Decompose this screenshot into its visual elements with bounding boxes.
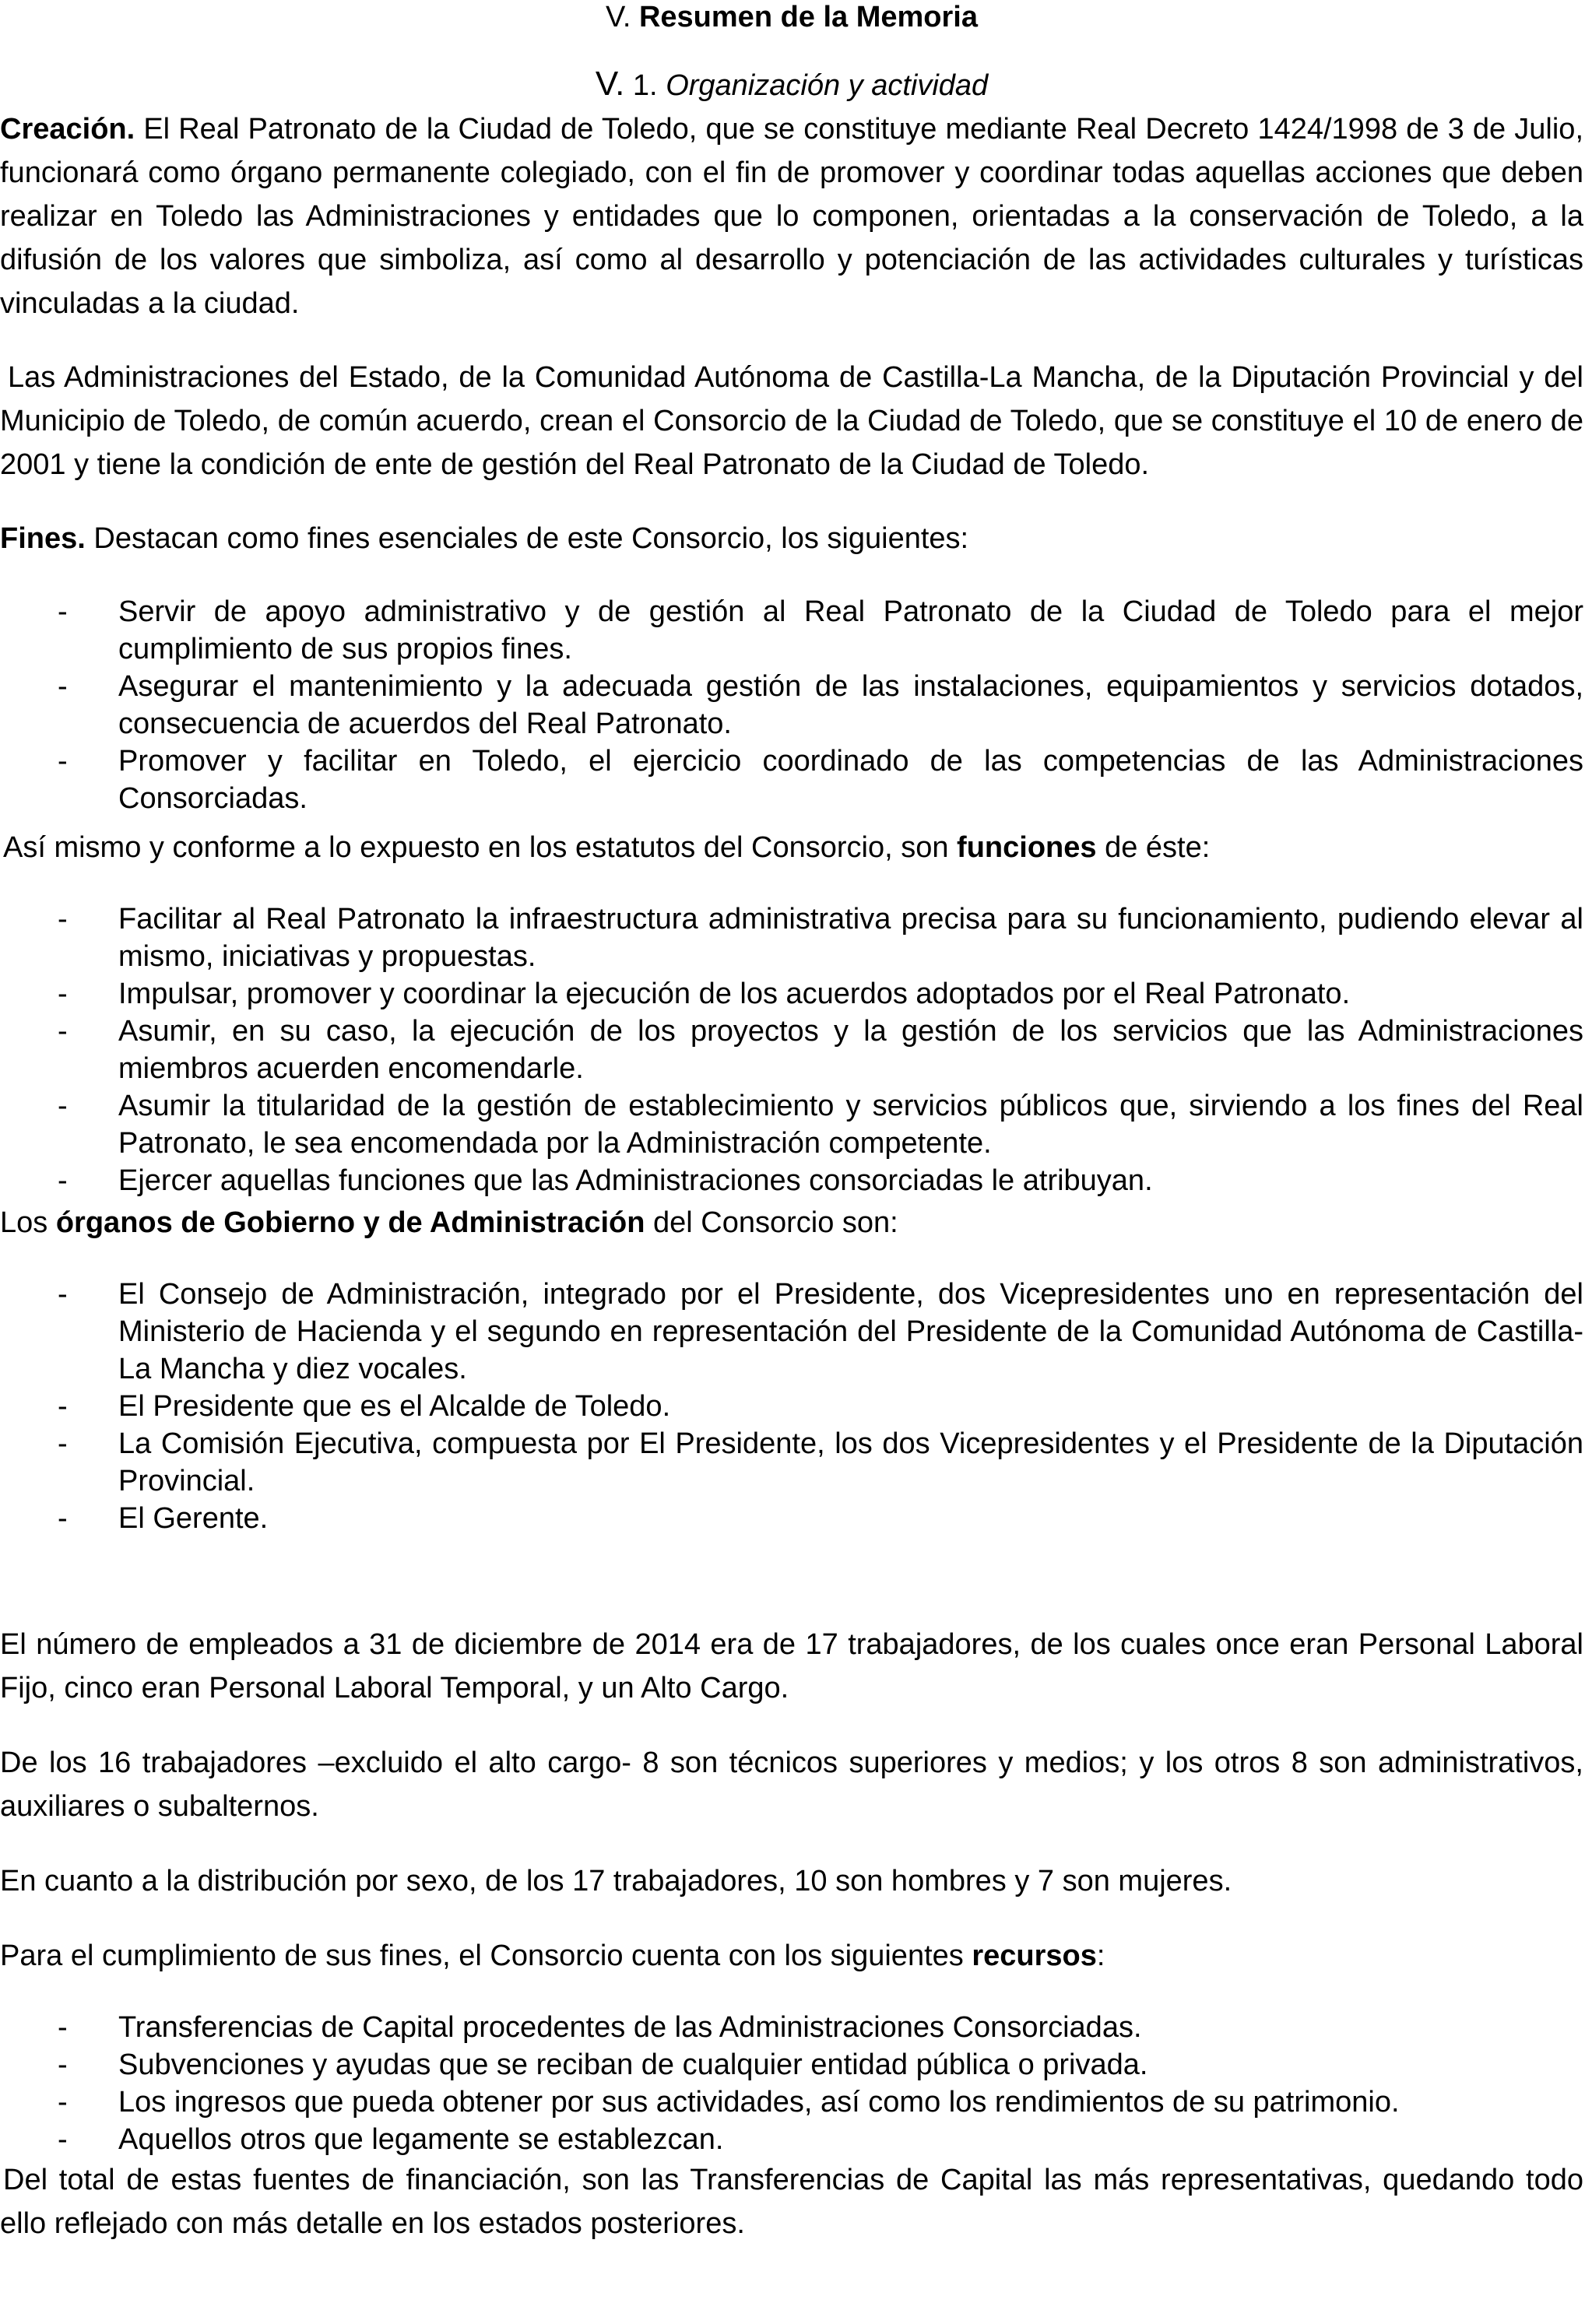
sexo-paragraph: En cuanto a la distribución por sexo, de los 17 trabajadores, 10 son hombres y 7 son mujeres. <box>0 1865 1232 1897</box>
organos-item-text: El Consejo de Administración, integrado por el Presidente, dos Vicepresidentes uno en representación del Ministerio de Hacienda y el segundo en representación del Presidente de la Comunidad Autónoma de Castilla-La Mancha y diez vocales. <box>118 1278 1583 1385</box>
dash-bullet: - <box>58 1015 68 1048</box>
dash-bullet: - <box>58 2123 68 2156</box>
dash-bullet: - <box>58 745 68 778</box>
dash-bullet: - <box>58 1390 68 1423</box>
fines-paragraph <box>0 517 1583 560</box>
organos-after: del Consorcio son: <box>653 1206 898 1239</box>
recursos-item-text: Aquellos otros que legamente se establezcan. <box>118 2123 724 2156</box>
creacion-paragraph <box>0 107 1583 325</box>
list-item <box>0 1087 1583 1162</box>
organos-item-text: La Comisión Ejecutiva, compuesta por El Presidente, los dos Vicepresidentes y el Presidente de la Diputación Provincial. <box>118 1427 1583 1497</box>
creacion-label: Creación. <box>0 113 135 146</box>
list-item <box>0 1388 1583 1425</box>
subsection-roman: V. <box>595 65 625 103</box>
creacion-text: El Real Patronato de la Ciudad de Toledo, que se constituye mediante Real Decreto 1424/1998 de 3 de Julio, funcionará como órgano permanente colegiado, con el fin de promover y coordinar todas aquellas acciones que deben realizar en Toledo las Administraciones y entidades que lo componen, orientadas a la conservación de Toledo, a la difusión de los valores que simboliza, así como al desarrollo y potenciación de las actividades culturales y turísticas vinculadas a la ciudad. <box>0 113 1583 320</box>
recursos-item-text: Subvenciones y ayudas que se reciban de cualquier entidad pública o privada. <box>118 2048 1148 2081</box>
fines-list <box>0 593 1583 817</box>
dash-bullet: - <box>58 2086 68 2119</box>
list-item <box>0 2009 1583 2046</box>
funciones-list <box>0 900 1583 1199</box>
dash-bullet: - <box>58 595 68 628</box>
fines-text: Destacan como fines esenciales de este Consorcio, los siguientes: <box>93 522 969 555</box>
list-item <box>0 2084 1583 2121</box>
list-item <box>0 668 1583 742</box>
list-item <box>0 1425 1583 1500</box>
organos-bold: órganos de Gobierno y de Administración <box>55 1206 645 1239</box>
recursos-bold: recursos <box>972 1940 1097 1972</box>
section-number: V. <box>605 1 631 33</box>
subsection-number: 1. <box>632 69 658 102</box>
fines-item-text: Servir de apoyo administrativo y de gestión al Real Patronato de la Ciudad de Toledo para el mejor cumplimiento de sus propios fines. <box>118 595 1583 665</box>
dash-bullet: - <box>58 1502 68 1535</box>
funciones-item-text: Asumir la titularidad de la gestión de establecimiento y servicios públicos que, sirviendo a los fines del Real Patronato, le sea encomendada por la Administración competente. <box>118 1090 1583 1160</box>
consorcio-paragraph: Las Administraciones del Estado, de la Comunidad Autónoma de Castilla-La Mancha, de la Diputación Provincial y del Municipio de Toledo, de común acuerdo, crean el Consorcio de la Ciudad de Toledo, que se constituye el 10 de enero de 2001 y tiene la condición de ente de gestión del Real Patronato de la Ciudad de Toledo. <box>0 361 1583 481</box>
recursos-before: Para el cumplimiento de sus fines, el Consorcio cuenta con los siguientes <box>0 1940 964 1972</box>
funciones-paragraph <box>0 826 1583 869</box>
empleados-paragraph: El número de empleados a 31 de diciembre de 2014 era de 17 trabajadores, de los cuales once eran Personal Laboral Fijo, cinco eran Personal Laboral Temporal, y un Alto Cargo. <box>0 1628 1583 1704</box>
list-item <box>0 742 1583 817</box>
subsection-title: Organización y actividad <box>666 69 989 102</box>
funciones-before: Así mismo y conforme a lo expuesto en los estatutos del Consorcio, son <box>3 831 949 864</box>
list-item <box>0 1276 1583 1388</box>
funciones-item-text: Asumir, en su caso, la ejecución de los proyectos y la gestión de los servicios que las Administraciones miembros acuerden encomendarle. <box>118 1015 1583 1085</box>
funciones-item-text: Ejercer aquellas funciones que las Administraciones consorciadas le atribuyan. <box>118 1164 1153 1197</box>
fines-item-text: Asegurar el mantenimiento y la adecuada gestión de las instalaciones, equipamientos y servicios dotados, consecuencia de acuerdos del Real Patronato. <box>118 670 1583 740</box>
recursos-after: : <box>1096 1940 1105 1972</box>
recursos-item-text: Transferencias de Capital procedentes de las Administraciones Consorciadas. <box>118 2011 1142 2044</box>
dash-bullet: - <box>58 903 68 936</box>
organos-item-text: El Gerente. <box>118 1502 269 1535</box>
dash-bullet: - <box>58 978 68 1010</box>
organos-before: Los <box>0 1206 48 1239</box>
trabajadores-paragraph: De los 16 trabajadores –excluido el alto cargo- 8 son técnicos superiores y medios; y los otros 8 son administrativos, auxiliares o subalternos. <box>0 1747 1583 1823</box>
dash-bullet: - <box>58 2011 68 2044</box>
list-item <box>0 975 1583 1013</box>
fines-item-text: Promover y facilitar en Toledo, el ejercicio coordinado de las competencias de las Administraciones Consorciadas. <box>118 745 1583 815</box>
organos-paragraph <box>0 1201 1583 1244</box>
funciones-item-text: Impulsar, promover y coordinar la ejecución de los acuerdos adoptados por el Real Patronato. <box>118 978 1351 1010</box>
list-item <box>0 2121 1583 2158</box>
section-heading <box>0 0 1583 34</box>
fines-label: Fines. <box>0 522 86 555</box>
list-item <box>0 593 1583 668</box>
list-item <box>0 1500 1583 1537</box>
list-item <box>0 1013 1583 1087</box>
funciones-after: de éste: <box>1105 831 1211 864</box>
funciones-item-text: Facilitar al Real Patronato la infraestructura administrativa precisa para su funcionamiento, pudiendo elevar al mismo, iniciativas y propuestas. <box>118 903 1583 973</box>
dash-bullet: - <box>58 1164 68 1197</box>
organos-item-text: El Presidente que es el Alcalde de Toledo. <box>118 1390 671 1423</box>
dash-bullet: - <box>58 670 68 703</box>
organos-list <box>0 1276 1583 1537</box>
dash-bullet: - <box>58 1427 68 1460</box>
subsection-heading <box>0 67 1583 101</box>
list-item <box>0 900 1583 975</box>
section-title: Resumen de la Memoria <box>638 1 979 33</box>
funciones-bold: funciones <box>957 831 1097 864</box>
dash-bullet: - <box>58 2048 68 2081</box>
recursos-item-text: Los ingresos que pueda obtener por sus actividades, así como los rendimientos de su patrimonio. <box>118 2086 1400 2119</box>
recursos-list <box>0 2009 1583 2158</box>
dash-bullet: - <box>58 1278 68 1311</box>
total-paragraph: Del total de estas fuentes de financiación, son las Transferencias de Capital las más representativas, quedando todo ello reflejado con más detalle en los estados posteriores. <box>0 2164 1583 2240</box>
list-item <box>0 1162 1583 1199</box>
dash-bullet: - <box>58 1090 68 1122</box>
recursos-paragraph <box>0 1934 1583 1978</box>
list-item <box>0 2046 1583 2084</box>
